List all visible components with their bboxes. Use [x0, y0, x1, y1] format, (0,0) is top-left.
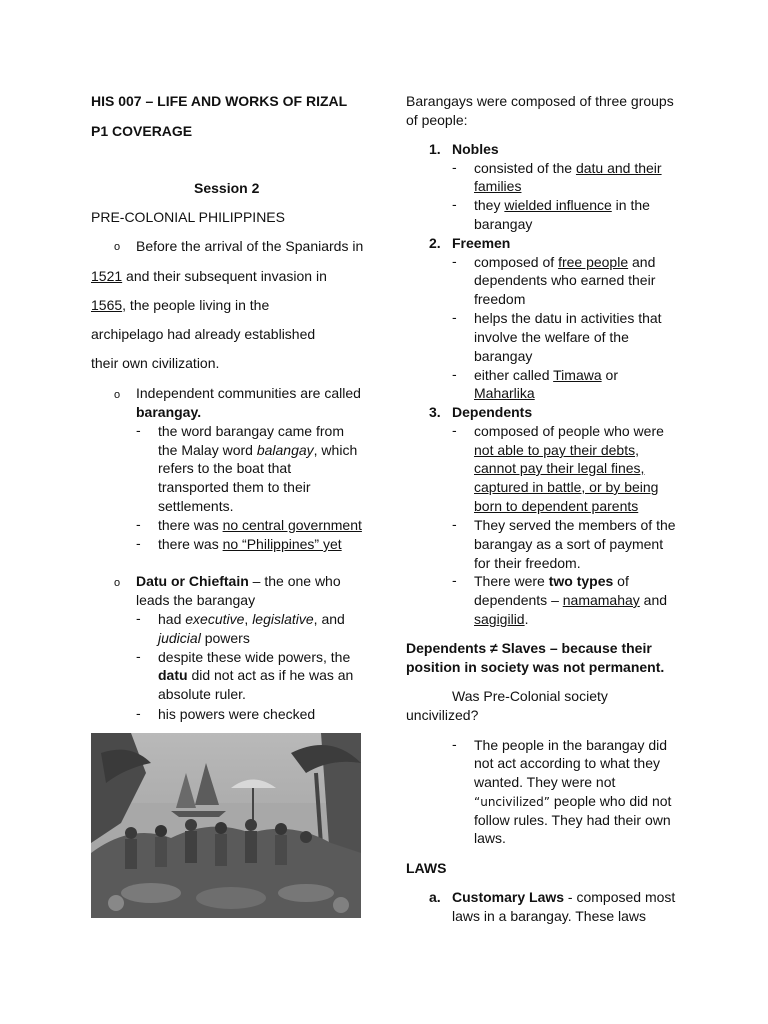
dash-bullet-icon: -	[136, 610, 141, 626]
list-item: the Malay word balangay, which	[158, 442, 358, 458]
list-item: not act according to what they	[474, 755, 660, 771]
section-title: PRE-COLONIAL PHILIPPINES	[91, 209, 285, 225]
list-item: judicial powers	[158, 630, 250, 646]
bold-statement: Dependents ≠ Slaves – because their	[406, 640, 652, 656]
list-item: refers to the boat that	[158, 460, 292, 476]
paragraph-line: Barangays were composed of three groups	[406, 93, 674, 109]
list-item: settlements.	[158, 498, 234, 514]
dash-bullet-icon: -	[452, 572, 457, 588]
list-letter: a.	[429, 889, 441, 905]
paragraph-line: their own civilization.	[91, 355, 220, 371]
paragraph-line: of people:	[406, 112, 468, 128]
bold-statement: position in society was not permanent.	[406, 659, 665, 675]
list-item: laws in a barangay. These laws	[452, 908, 647, 924]
coverage-label: P1 COVERAGE	[91, 123, 193, 139]
list-item: had executive, legislative, and	[158, 611, 345, 627]
dash-bullet-icon: -	[452, 253, 457, 269]
list-number: 1.	[429, 141, 441, 157]
dash-bullet-icon: -	[136, 648, 141, 664]
question-line: uncivilized?	[406, 707, 479, 723]
list-item: barangay	[474, 216, 533, 232]
paragraph-line: Datu or Chieftain – the one who	[136, 573, 341, 589]
dash-bullet-icon: -	[452, 516, 457, 532]
list-number: 2.	[429, 235, 441, 251]
list-item: composed of free people and	[474, 254, 656, 270]
list-item: Customary Laws - composed most	[452, 889, 676, 905]
list-item: cannot pay their legal fines,	[474, 460, 645, 476]
list-item: datu did not act as if he was an	[158, 667, 354, 683]
list-item: born to dependent parents	[474, 498, 639, 514]
list-item: follow rules. They had their own	[474, 812, 671, 828]
list-item: dependents – namamahay and	[474, 592, 668, 608]
list-item: They served the members of the	[474, 517, 676, 533]
list-item: composed of people who were	[474, 423, 664, 439]
dash-bullet-icon: -	[136, 516, 141, 532]
list-item: despite these wide powers, the	[158, 649, 351, 665]
paragraph-line: archipelago had already established	[91, 326, 316, 342]
dash-bullet-icon: -	[136, 535, 141, 551]
list-item: dependents who earned their	[474, 272, 656, 288]
dash-bullet-icon: -	[136, 422, 141, 438]
dash-bullet-icon: -	[452, 366, 457, 382]
list-item: involve the welfare of the	[474, 329, 629, 345]
list-item: The people in the barangay did	[474, 737, 668, 753]
list-item: barangay as a sort of payment	[474, 536, 664, 552]
laws-heading: LAWS	[406, 860, 447, 876]
group-heading-nobles: Nobles	[452, 141, 499, 157]
paragraph-line: 1565, the people living in the	[91, 297, 270, 313]
circle-bullet-icon: o	[114, 577, 121, 589]
list-item: families	[474, 178, 522, 194]
list-item: for their freedom.	[474, 555, 581, 571]
list-item: consisted of the datu and their	[474, 160, 662, 176]
list-item: “uncivilized” people who did not	[474, 793, 672, 809]
list-item: not able to pay their debts,	[474, 442, 639, 458]
list-item: transported them to their	[158, 479, 311, 495]
dash-bullet-icon: -	[452, 159, 457, 175]
list-item: the word barangay came from	[158, 423, 344, 439]
list-item: there was no “Philippines” yet	[158, 536, 342, 552]
circle-bullet-icon: o	[114, 389, 121, 401]
list-item: absolute ruler.	[158, 686, 246, 702]
dash-bullet-icon: -	[452, 422, 457, 438]
list-item: sagigilid.	[474, 611, 529, 627]
question-line: Was Pre-Colonial society	[452, 688, 608, 704]
dash-bullet-icon: -	[452, 736, 457, 752]
list-item: his powers were checked	[158, 706, 316, 722]
list-item: laws.	[474, 830, 506, 846]
list-item: there was no central government	[158, 517, 362, 533]
paragraph-line: Independent communities are called	[136, 385, 361, 401]
list-item: either called Timawa or	[474, 367, 618, 383]
dash-bullet-icon: -	[452, 196, 457, 212]
paragraph-line: Before the arrival of the Spaniards in	[136, 238, 364, 254]
list-item: they wielded influence in the	[474, 197, 650, 213]
list-item: freedom	[474, 291, 526, 307]
list-item: barangay	[474, 348, 533, 364]
list-item: captured in battle, or by being	[474, 479, 659, 495]
paragraph-line: 1521 and their subsequent invasion in	[91, 268, 327, 284]
group-heading-freemen: Freemen	[452, 235, 511, 251]
list-item: helps the datu in activities that	[474, 310, 662, 326]
list-item: wanted. They were not	[474, 774, 616, 790]
paragraph-line: leads the barangay	[136, 592, 256, 608]
precolonial-scene-image	[91, 733, 361, 918]
list-number: 3.	[429, 404, 441, 420]
dash-bullet-icon: -	[452, 309, 457, 325]
circle-bullet-icon: o	[114, 241, 121, 253]
course-title: HIS 007 – LIFE AND WORKS OF RIZAL	[91, 93, 348, 109]
dash-bullet-icon: -	[136, 705, 141, 721]
paragraph-line: barangay.	[136, 404, 202, 420]
session-heading: Session 2	[194, 180, 260, 196]
list-item: There were two types of	[474, 573, 629, 589]
group-heading-dependents: Dependents	[452, 404, 533, 420]
list-item: Maharlika	[474, 385, 535, 401]
